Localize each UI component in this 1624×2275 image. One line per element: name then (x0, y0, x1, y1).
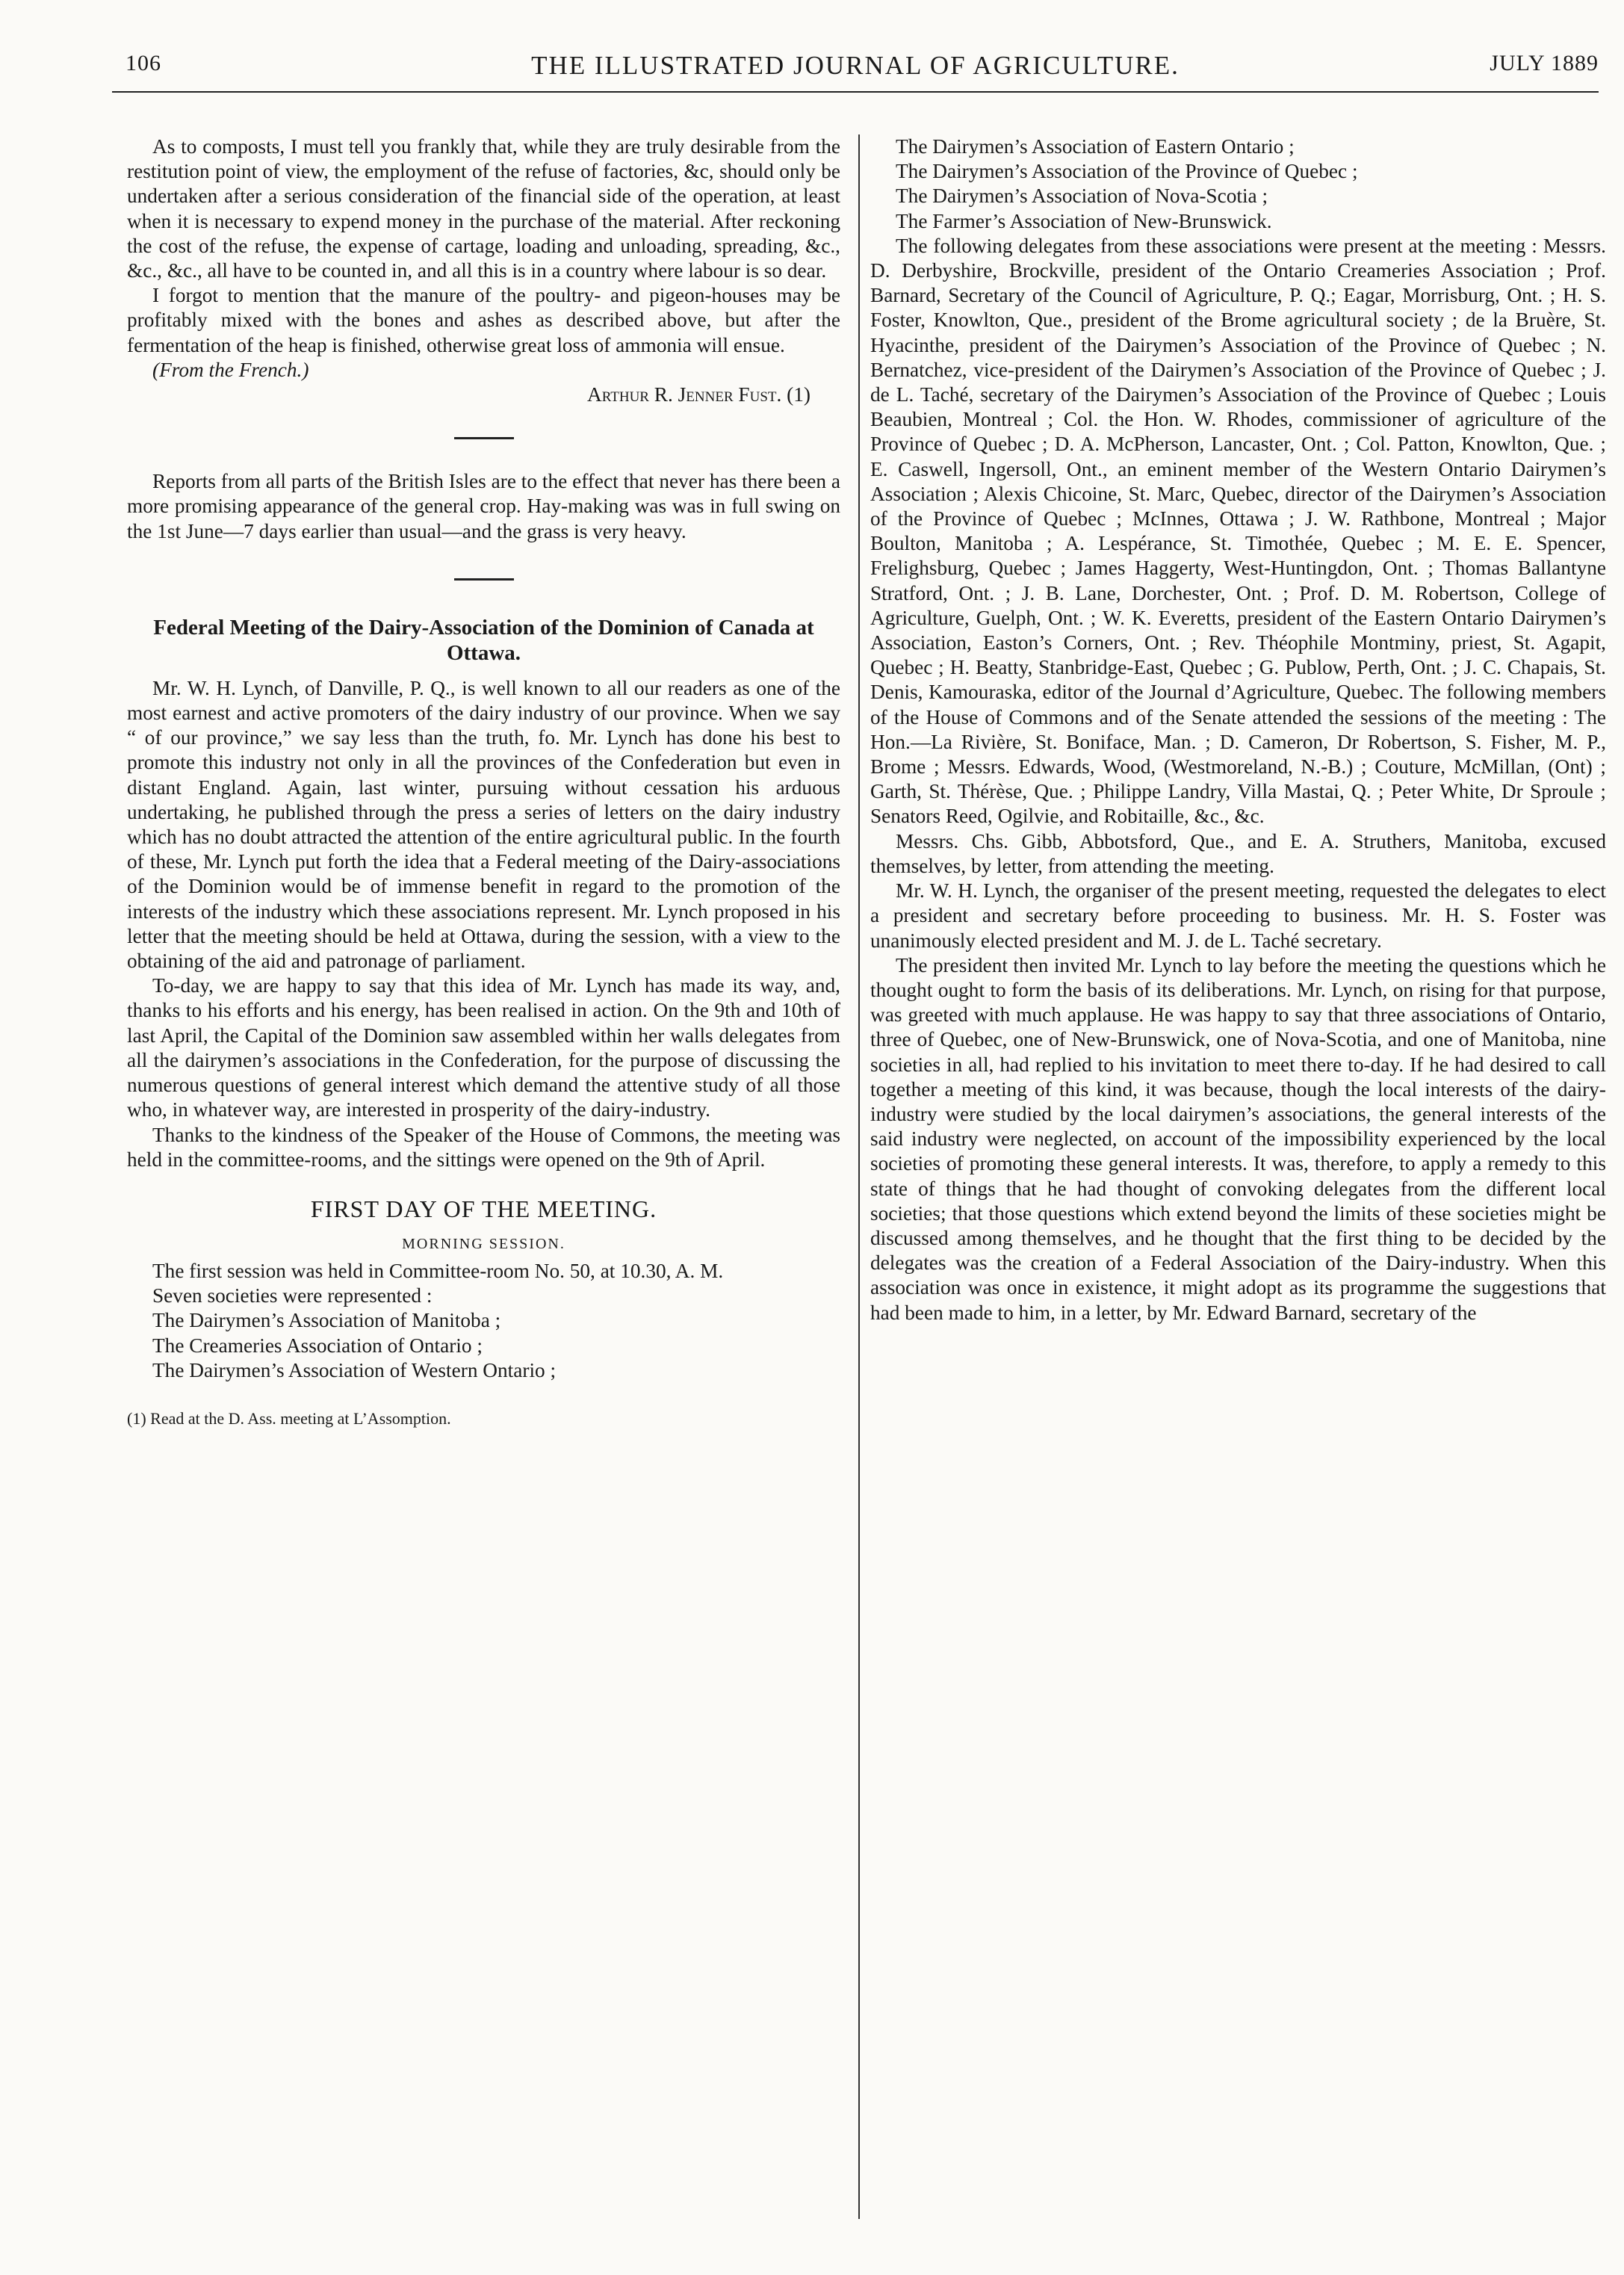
journal-title: THE ILLUSTRATED JOURNAL OF AGRICULTURE. (531, 51, 1180, 80)
association-line: The Farmer’s Association of New-Brunswick. (896, 209, 1272, 232)
organiser-paragraph: Mr. W. H. Lynch, the organiser of the present meeting, requested the delegates to elect a president and secretary before proceeding to business. Mr. H. S. Foster was unanimously elected president and M. J. de L. Taché secretary. (870, 879, 1606, 952)
first-session-paragraph: The first session was held in Committee-room No. 50, at 10.30, A. M. (152, 1259, 724, 1282)
page-header (112, 48, 1599, 93)
societies-intro: Seven societies were represented : (152, 1284, 433, 1307)
delegates-paragraph: The following delegates from these associations were present at the meeting : Messrs. D. Derbyshire, Brockville, president of the Ontario Creameries Association ; Prof. Barnard, Secretary of the Council of Agriculture, P. Q.; Eagar, Morrisburg, Ont. ; H. S. Foster, Knowlton, Que., president of the Brome agricultural society ; de la Bruère, St. Hyacinthe, president of the Dairymen’s Association of the Province of Quebec ; N. Bernatchez, vice-president of the Dairymen’s Association of the Province of Quebec ; J. de L. Taché, secretary of the Dairymen’s Association of the Province of Quebec ; Louis Beaubien, Montreal ; Col. the Hon. W. Rhodes, commissioner of agriculture of the Province of Quebec ; D. A. McPherson, Lancaster, Ont. ; Col. Patton, Knowlton, Que. ; E. Caswell, Ingersoll, Ont., an eminent member of the Western Ontario Dairymen’s Association ; Alexis Chicoine, St. Marc, Quebec, director of the Dairymen’s Association of the Province of Quebec ; McInnes, Ottawa ; J. W. Rathbone, Montreal ; Major Boulton, Manitoba ; A. Lespérance, St. Timothée, Quebec ; M. E. E. Spencer, Frelighsburg, Quebec ; James Haggerty, West-Huntingdon, Ont. ; Thomas Ballantyne Stratford, Ont. ; J. B. Lane, Dorchester, Ont. ; Prof. D. M. Robertson, College of Agriculture, Guelph, Ont. ; W. K. Everetts, president of the Eastern Ontario Dairymen’s Association, Easton’s Corners, Ont. ; Rev. Théophile Montminy, priest, St. Agapit, Quebec ; H. Beatty, Stanbridge-East, Quebec ; G. Publow, Perth, Ont. ; J. C. Chapais, St. Denis, Kamouraska, editor of the Journal d’Agriculture, Quebec. The following members of the House of Commons and of the Senate attended the sessions of the meeting : The Hon.—La Rivière, St. Boniface, Man. ; D. Cameron, Dr Robertson, S. Fisher, M. P., Brome ; Messrs. Edwards, Wood, (Westmoreland, N.-B.) ; Couture, McMillan, (Ont) ; Garth, St. Thérèse, Que. ; Philippe Landry, Villa Mastai, Q. ; Peter White, Dr Sproule ; Senators Reed, Ogilvie, and Robitaille, &c., &c. (870, 234, 1606, 828)
section-heading: FIRST DAY OF THE MEETING. (310, 1195, 657, 1222)
column-divider (858, 134, 860, 2219)
reports-paragraph: Reports from all parts of the British Isles are to the effect that never has there been a more promising appearance of the general crop. Hay-making was was in full swing on the 1st June—7 days earlier than usual—and the grass is very heavy. (127, 470, 840, 542)
lynch-paragraph: Mr. W. H. Lynch, of Danville, P. Q., is well known to all our readers as one of the most earnest and active promoters of the dairy industry of our province. When we say “ of our province,” we say less than the truth, fo. Mr. Lynch has done his best to promote this industry not only in all the provinces of the Confederation but even in distant England. Again, last winter, pursuing without cessation his arduous undertaking, he published through the press a series of letters on the dairy industry which has no doubt attracted the attention of the entire agricultural public. In the fourth of these, Mr. Lynch put forth the idea that a Federal meeting of the Dairy-associations of the Dominion would be of immense benefit in regard to the promotion of the interests of the industry which these associations represent. Mr. Lynch proposed in his letter that the meeting should be held at Ottawa, during the session, with a view to the obtaining of the aid and patronage of parliament. (127, 676, 840, 973)
left-column (127, 134, 840, 1429)
source-note: (From the French.) (152, 358, 309, 381)
thanks-paragraph: Thanks to the kindness of the Speaker of the House of Commons, the meeting was held in the committee-rooms, and the sittings were opened on the 9th of April. (127, 1123, 840, 1171)
association-line: The Dairymen’s Association of Western Ontario ; (152, 1358, 557, 1381)
issue-date: JULY 1889 (1490, 51, 1599, 75)
association-line: The Creameries Association of Ontario ; (152, 1334, 483, 1357)
composts-paragraph: As to composts, I must tell you frankly that, while they are truly desirable from the restitution point of view, the employment of the refuse of factories, &c, should only be undertaken after a serious consideration of the financial side of the operation, at least when it is necessary to expend money in the purchase of the material. After reckoning the cost of the refuse, the expense of cartage, loading and unloading, spreading, &c., &c., &c., all have to be counted in, and all this is in a country where labour is so dear. (127, 135, 840, 282)
section-divider (454, 437, 514, 439)
manure-paragraph: I forgot to mention that the manure of the poultry- and pigeon-houses may be profitably mixed with the bones and ashes as described above, but after the fermentation of the heap is finished, otherwise great loss of ammonia will ensue. (127, 284, 840, 356)
author-signature: Arthur R. Jenner Fust. (1) (587, 383, 811, 406)
association-line: The Dairymen’s Association of Manitoba ; (152, 1309, 501, 1332)
today-paragraph: To-day, we are happy to say that this idea of Mr. Lynch has made its way, and, thanks to his efforts and his energy, has been realised in action. On the 9th and 10th of last April, the Capital of the Dominion saw assembled within her walls delegates from all the dairymen’s associations in the Confederation, for the purpose of discussing the numerous questions of general interest which demand the attentive study of all those who, in whatever way, are interested in prosperity of the dairy-industry. (127, 974, 840, 1121)
president-paragraph: The president then invited Mr. Lynch to lay before the meeting the questions which he thought ought to form the basis of its deliberations. Mr. Lynch, on rising for that purpose, was greeted with much applause. He was happy to say that three associations of Ontario, three of Quebec, one of New-Brunswick, one of Nova-Scotia, and one of Manitoba, nine societies in all, had replied to his invitation to meet there to-day. If he had desired to call together a meeting of this kind, it was because, though the local interests of the dairy-industry were studied by the local dairymen’s associations, the general interests of the said industry were neglected, on account of the impossibility experienced by the local societies of promoting these general interests. It was, therefore, to apply a remedy to this state of things that he had thought of convoking delegates from the different local societies; that those questions which extend beyond the limits of these societies might be discussed among themselves, and he thought that the first thing to be decided by the delegates was the creation of a Federal Association of the Dairy-industry. When this association was once in existence, it might adopt as its programme the suggestions that had been made to him, in a letter, by Mr. Edward Barnard, secretary of the (870, 953, 1606, 1324)
association-line: The Dairymen’s Association of Nova-Scotia ; (896, 185, 1268, 208)
article-heading: Federal Meeting of the Dairy-Association of the Dominion of Canada at Ottawa. (153, 615, 814, 665)
gibb-paragraph: Messrs. Chs. Gibb, Abbotsford, Que., and E. A. Struthers, Manitoba, excused themselves, by letter, from attending the meeting. (870, 829, 1606, 877)
footnote: (1) Read at the D. Ass. meeting at L’Assomption. (127, 1408, 451, 1428)
subsection-heading: MORNING SESSION. (402, 1235, 565, 1252)
section-divider (454, 578, 514, 581)
header-rule (112, 91, 1599, 93)
association-line: The Dairymen’s Association of Eastern Ontario ; (896, 135, 1295, 158)
right-column (870, 134, 1606, 1325)
page-number: 106 (125, 51, 161, 75)
association-line: The Dairymen’s Association of the Province of Quebec ; (896, 160, 1358, 183)
